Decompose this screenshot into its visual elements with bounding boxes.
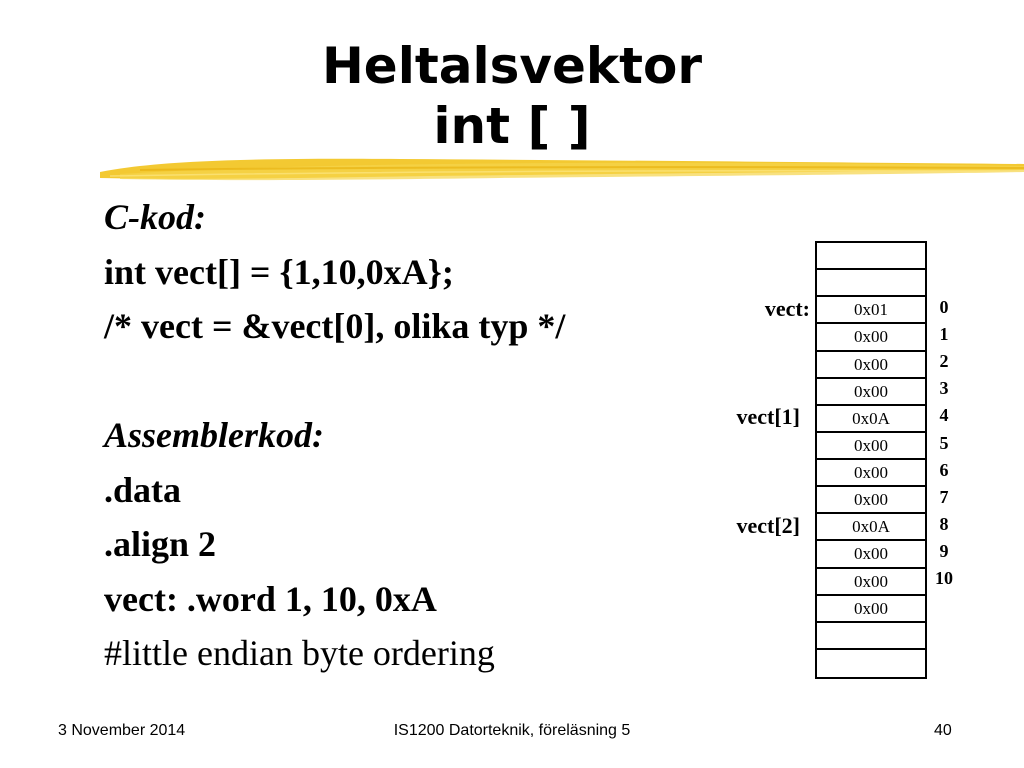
yellow-brush-stroke xyxy=(100,150,1024,190)
byte-index: 3 xyxy=(939,378,949,398)
label-vect-1: vect[1] xyxy=(736,404,800,429)
byte-index: 7 xyxy=(939,487,949,507)
label-vect: vect: xyxy=(764,296,810,321)
byte-index: 5 xyxy=(939,433,949,453)
asm-code-line-2: .align 2 xyxy=(104,524,217,564)
memory-cell: 0x00 xyxy=(817,596,925,623)
title-line-1: Heltalsvektor xyxy=(321,37,703,95)
byte-index: 1 xyxy=(939,324,949,344)
footer-course: IS1200 Datorteknik, föreläsning 5 xyxy=(393,722,631,739)
memory-cell: 0x0A xyxy=(817,514,925,541)
memory-cell: 0x00 xyxy=(817,433,925,460)
memory-cell xyxy=(817,243,925,270)
c-code-line-1: int vect[] = {1,10,0xA}; xyxy=(104,251,454,292)
byte-index: 2 xyxy=(939,351,949,371)
memory-cell xyxy=(817,623,925,650)
asm-code-line-3: vect: .word 1, 10, 0xA xyxy=(104,578,437,619)
memory-cell: 0x00 xyxy=(817,460,925,487)
byte-index: 6 xyxy=(939,460,949,480)
label-vect-2: vect[2] xyxy=(736,513,800,538)
memory-cell: 0x00 xyxy=(817,569,925,596)
memory-cell xyxy=(817,650,925,677)
slide-title xyxy=(0,36,1024,156)
blank-line xyxy=(104,354,565,409)
memory-cell: 0x00 xyxy=(817,379,925,406)
c-code-line-2: /* vect = &vect[0], olika typ */ xyxy=(104,306,566,346)
asm-code-heading: Assemblerkod: xyxy=(104,415,324,455)
memory-cell xyxy=(817,270,925,297)
memory-cell: 0x00 xyxy=(817,324,925,351)
memory-cell: 0x0A xyxy=(817,406,925,433)
byte-index: 10 xyxy=(935,568,953,588)
c-code-heading: C-kod: xyxy=(104,197,206,237)
byte-index: 8 xyxy=(939,514,949,534)
byte-index: 0 xyxy=(939,297,949,317)
memory-cell: 0x00 xyxy=(817,487,925,514)
comment-line: #little endian byte ordering xyxy=(104,633,495,673)
footer-date: 3 November 2014 xyxy=(58,722,186,739)
title-line-2: int [ ] xyxy=(433,97,591,155)
byte-index: 4 xyxy=(939,405,949,425)
memory-cell: 0x00 xyxy=(817,352,925,379)
memory-cell: 0x01 xyxy=(817,297,925,324)
code-block xyxy=(104,190,565,681)
memory-cell: 0x00 xyxy=(817,541,925,568)
asm-code-line-1: .data xyxy=(104,469,182,510)
byte-index: 9 xyxy=(939,541,949,561)
page-number: 40 xyxy=(934,722,952,739)
memory-diagram xyxy=(815,241,927,679)
